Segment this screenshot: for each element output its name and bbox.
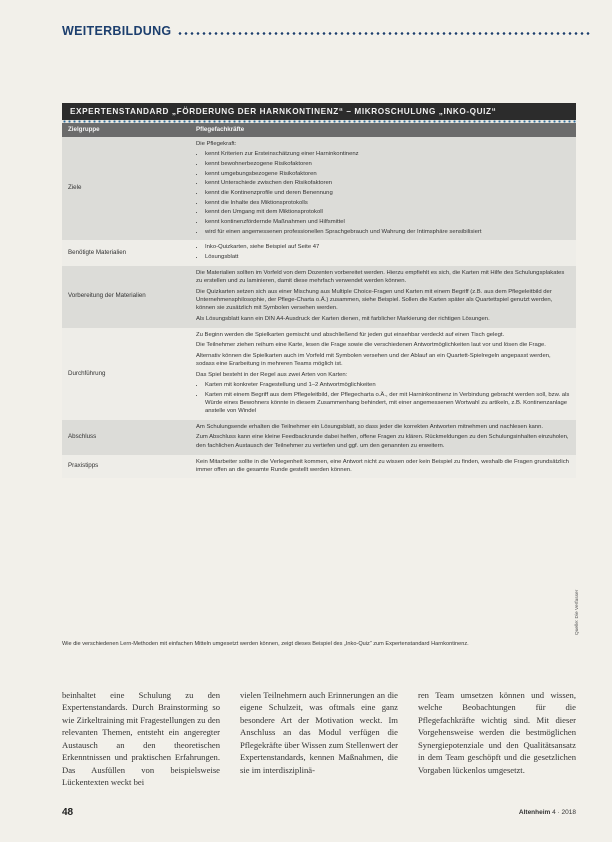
paragraph: Alternativ können die Spielkarten auch im Vorfeld mit Symbolen versehen und der Ablauf an ein Quartett-Spielregeln angepasst werden, sodass eine Erarbeitung in mehreren Teams möglich ist. <box>196 352 551 368</box>
section-title: WEITERBILDUNG <box>62 24 172 38</box>
row-content <box>190 266 576 328</box>
row-label: Praxistipps <box>62 455 190 478</box>
row-content <box>190 137 576 240</box>
list-item: • kennt Unterschiede zwischen den Risikofaktoren <box>205 179 570 187</box>
col-header-pflegefachkraefte: Pflegefachkräfte <box>190 123 576 137</box>
table-header-row <box>62 123 576 137</box>
paragraph: Zu Beginn werden die Spielkarten gemischt und abschließend für jeden gut einsehbar verdeckt auf einen Tisch gelegt. <box>196 332 505 339</box>
table-row-praxistipps <box>62 455 576 478</box>
journal-issue: 4 · 2018 <box>552 808 576 816</box>
kartenarten-list <box>196 381 570 416</box>
row-label: Benötigte Materialien <box>62 240 190 265</box>
list-item: • kennt bewohnerbezogene Risikofaktoren <box>205 160 570 168</box>
text-column-1: beinhaltet eine Schulung zu den Expertenstandards. Durch Brainstorming so wie Zirkeltraining mit Fragestellungen zu den relevanten Themen, entsteht ein angeregter Austausch an den theoretischen Erkenntnissen und praktischen Erfahrungen. Das Ausfüllen von beispielsweise Lückentexten weckt bei <box>62 690 220 788</box>
row-content <box>190 328 576 420</box>
table-row-durchfuehrung <box>62 328 576 420</box>
paragraph: Als Lösungsblatt kann ein DIN A4-Ausdruck der Karten dienen, mit farblicher Markierung der richtigen Lösungen. <box>196 315 490 322</box>
body-text-columns <box>62 689 576 789</box>
list-item: • wird für einen angemessenen professionellen Sprachgebrauch und Wahrung der Intimsphäre sensibilisiert <box>205 228 570 236</box>
paragraph: Zum Abschluss kann eine kleine Feedbackrunde dabei helfen, offene Fragen zu klären. Rückmeldungen zu den Schulungsinhalten einzuholen, den fachlichen Austausch der Teilnehmer zu vertiefen und ggf. um den genannten zu erweitern. <box>196 434 569 449</box>
list-item: • kennt Kriterien zur Ersteinschätzung einer Harninkontinenz <box>205 150 570 158</box>
image-credit: Quelle: Die Verfasser <box>575 589 580 635</box>
table-row-materialien <box>62 240 576 265</box>
table-row-abschluss <box>62 420 576 455</box>
journal-info <box>519 809 576 816</box>
list-item: • kennt die Inhalte des Miktionsprotokolls <box>205 199 570 207</box>
list-item: • kennt kontinenzfördernde Maßnahmen und Hilfsmittel <box>205 218 570 226</box>
paragraph: Die Quizkarten setzen sich aus einer Mischung aus Multiple Choice-Fragen und Karten mit einem Begriff (z.B. aus dem Pflegeleitbild der Unternehmensphilosophie, der Pflege-Charta o.Ä.) zusammen, siehe Beispiel. Sollen die Karten später als Quartettspiel genutzt werden, können sie zusätzlich mit Symbolen versehen werden. <box>196 288 553 312</box>
table-row-vorbereitung <box>62 266 576 328</box>
list-item: • Karten mit konkreter Fragestellung und 1–2 Antwortmöglichkeiten <box>205 381 570 389</box>
row-content <box>190 240 576 265</box>
list-item: • Karten mit einem Begriff aus dem Pflegeleitbild, der Pflegecharta o.Ä., der mit Harninkontinenz in Verbindung gebracht werden soll, bzw. als Würde eines Bewohners könnte in diesem Zusammenhang behindert, mit einer angemessenen Wortwahl zu artikeln, z.B. Kontinenzanlage anstelle von Windel <box>205 391 570 416</box>
list-item: • kennt die Kontinenzprofile und deren Benennung <box>205 189 570 197</box>
figure-caption: Wie die verschiedenen Lern-Methoden mit einfachen Mitteln umgesetzt werden können, zeigt dieses Beispiel des „Inko-Quiz“ zum Expertenstandard Harnkontinenz. <box>62 641 469 647</box>
list-item: • Lösungsblatt <box>205 253 570 261</box>
row-label: Ziele <box>62 137 190 240</box>
expertenstandard-box <box>62 103 576 478</box>
paragraph: Die Teilnehmer ziehen reihum eine Karte, lesen die Frage sowie die verschiedenen Antwortmöglichkeiten laut vor und lösen die Frage. <box>196 342 546 349</box>
box-title: EXPERTENSTANDARD „FÖRDERUNG DER HARNKONTINENZ“ – MIKROSCHULUNG „INKO-QUIZ“ <box>62 103 576 120</box>
schulung-table <box>62 123 576 478</box>
ziele-intro: Die Pflegekraft: <box>196 141 237 147</box>
page-number: 48 <box>62 806 74 818</box>
paragraph: Das Spiel besteht in der Regel aus zwei Arten von Karten: <box>196 371 348 378</box>
ziele-list <box>196 150 570 236</box>
col-header-zielgruppe: Zielgruppe <box>62 123 190 137</box>
text-column-3: ren Team umsetzen können und wissen, welche Beobachtungen für die Pflegefachkräfte wichtig sind. Mit dieser Vorgehensweise werden die bestmöglichen Synergiepotenziale und den Qualitätsansatz in dem Team geschöpft und die gesetzlichen Vorgaben lückenlos umgesetzt. <box>418 690 576 775</box>
text-column-2: vielen Teilnehmern auch Erinnerungen an die eigene Schulzeit, was oftmals eine ganz besondere Art der Motivation weckt. Im Anschluss an das Modul verfügen die Pflegekräfte über Wissen zum Stellenwert der Expertenstandards, kennen Maßnahmen, die sie im interdisziplinä- <box>240 690 398 775</box>
section-header <box>62 22 592 40</box>
row-content <box>190 420 576 455</box>
row-label: Vorbereitung der Materialien <box>62 266 190 328</box>
table-row-ziele <box>62 137 576 240</box>
list-item: • kennt den Umgang mit dem Miktionsprotokoll <box>205 208 570 216</box>
row-label: Durchführung <box>62 328 190 420</box>
journal-name: Altenheim <box>518 808 551 816</box>
row-label: Abschluss <box>62 420 190 455</box>
materialien-list <box>196 243 570 261</box>
paragraph: Am Schulungsende erhalten die Teilnehmer ein Lösungsblatt, so dass jeder die korrekten Antworten mitnehmen und nachlesen kann. <box>196 423 543 430</box>
list-item: • kennt umgebungsbezogene Risikofaktoren <box>205 170 570 178</box>
list-item: • Inko-Quizkarten, siehe Beispiel auf Seite 47 <box>205 243 570 251</box>
row-content: Kein Mitarbeiter sollte in die Verlegenheit kommen, eine Antwort nicht zu wissen oder kein Beispiel zu finden, weshalb die Fragen grundsätzlich immer offen an die gesamte Runde gestellt werden können. <box>190 455 576 478</box>
page-footer <box>62 805 576 819</box>
paragraph: Die Materialien sollten im Vorfeld von dem Dozenten vorbereitet werden. Hierzu empfiehlt es sich, die Karten mit Hilfe des Schulungsplakates zu erstellen und zu laminieren, damit diese mehrfach verwendet werden können. <box>196 269 565 285</box>
header-dotted-rule <box>177 32 592 35</box>
